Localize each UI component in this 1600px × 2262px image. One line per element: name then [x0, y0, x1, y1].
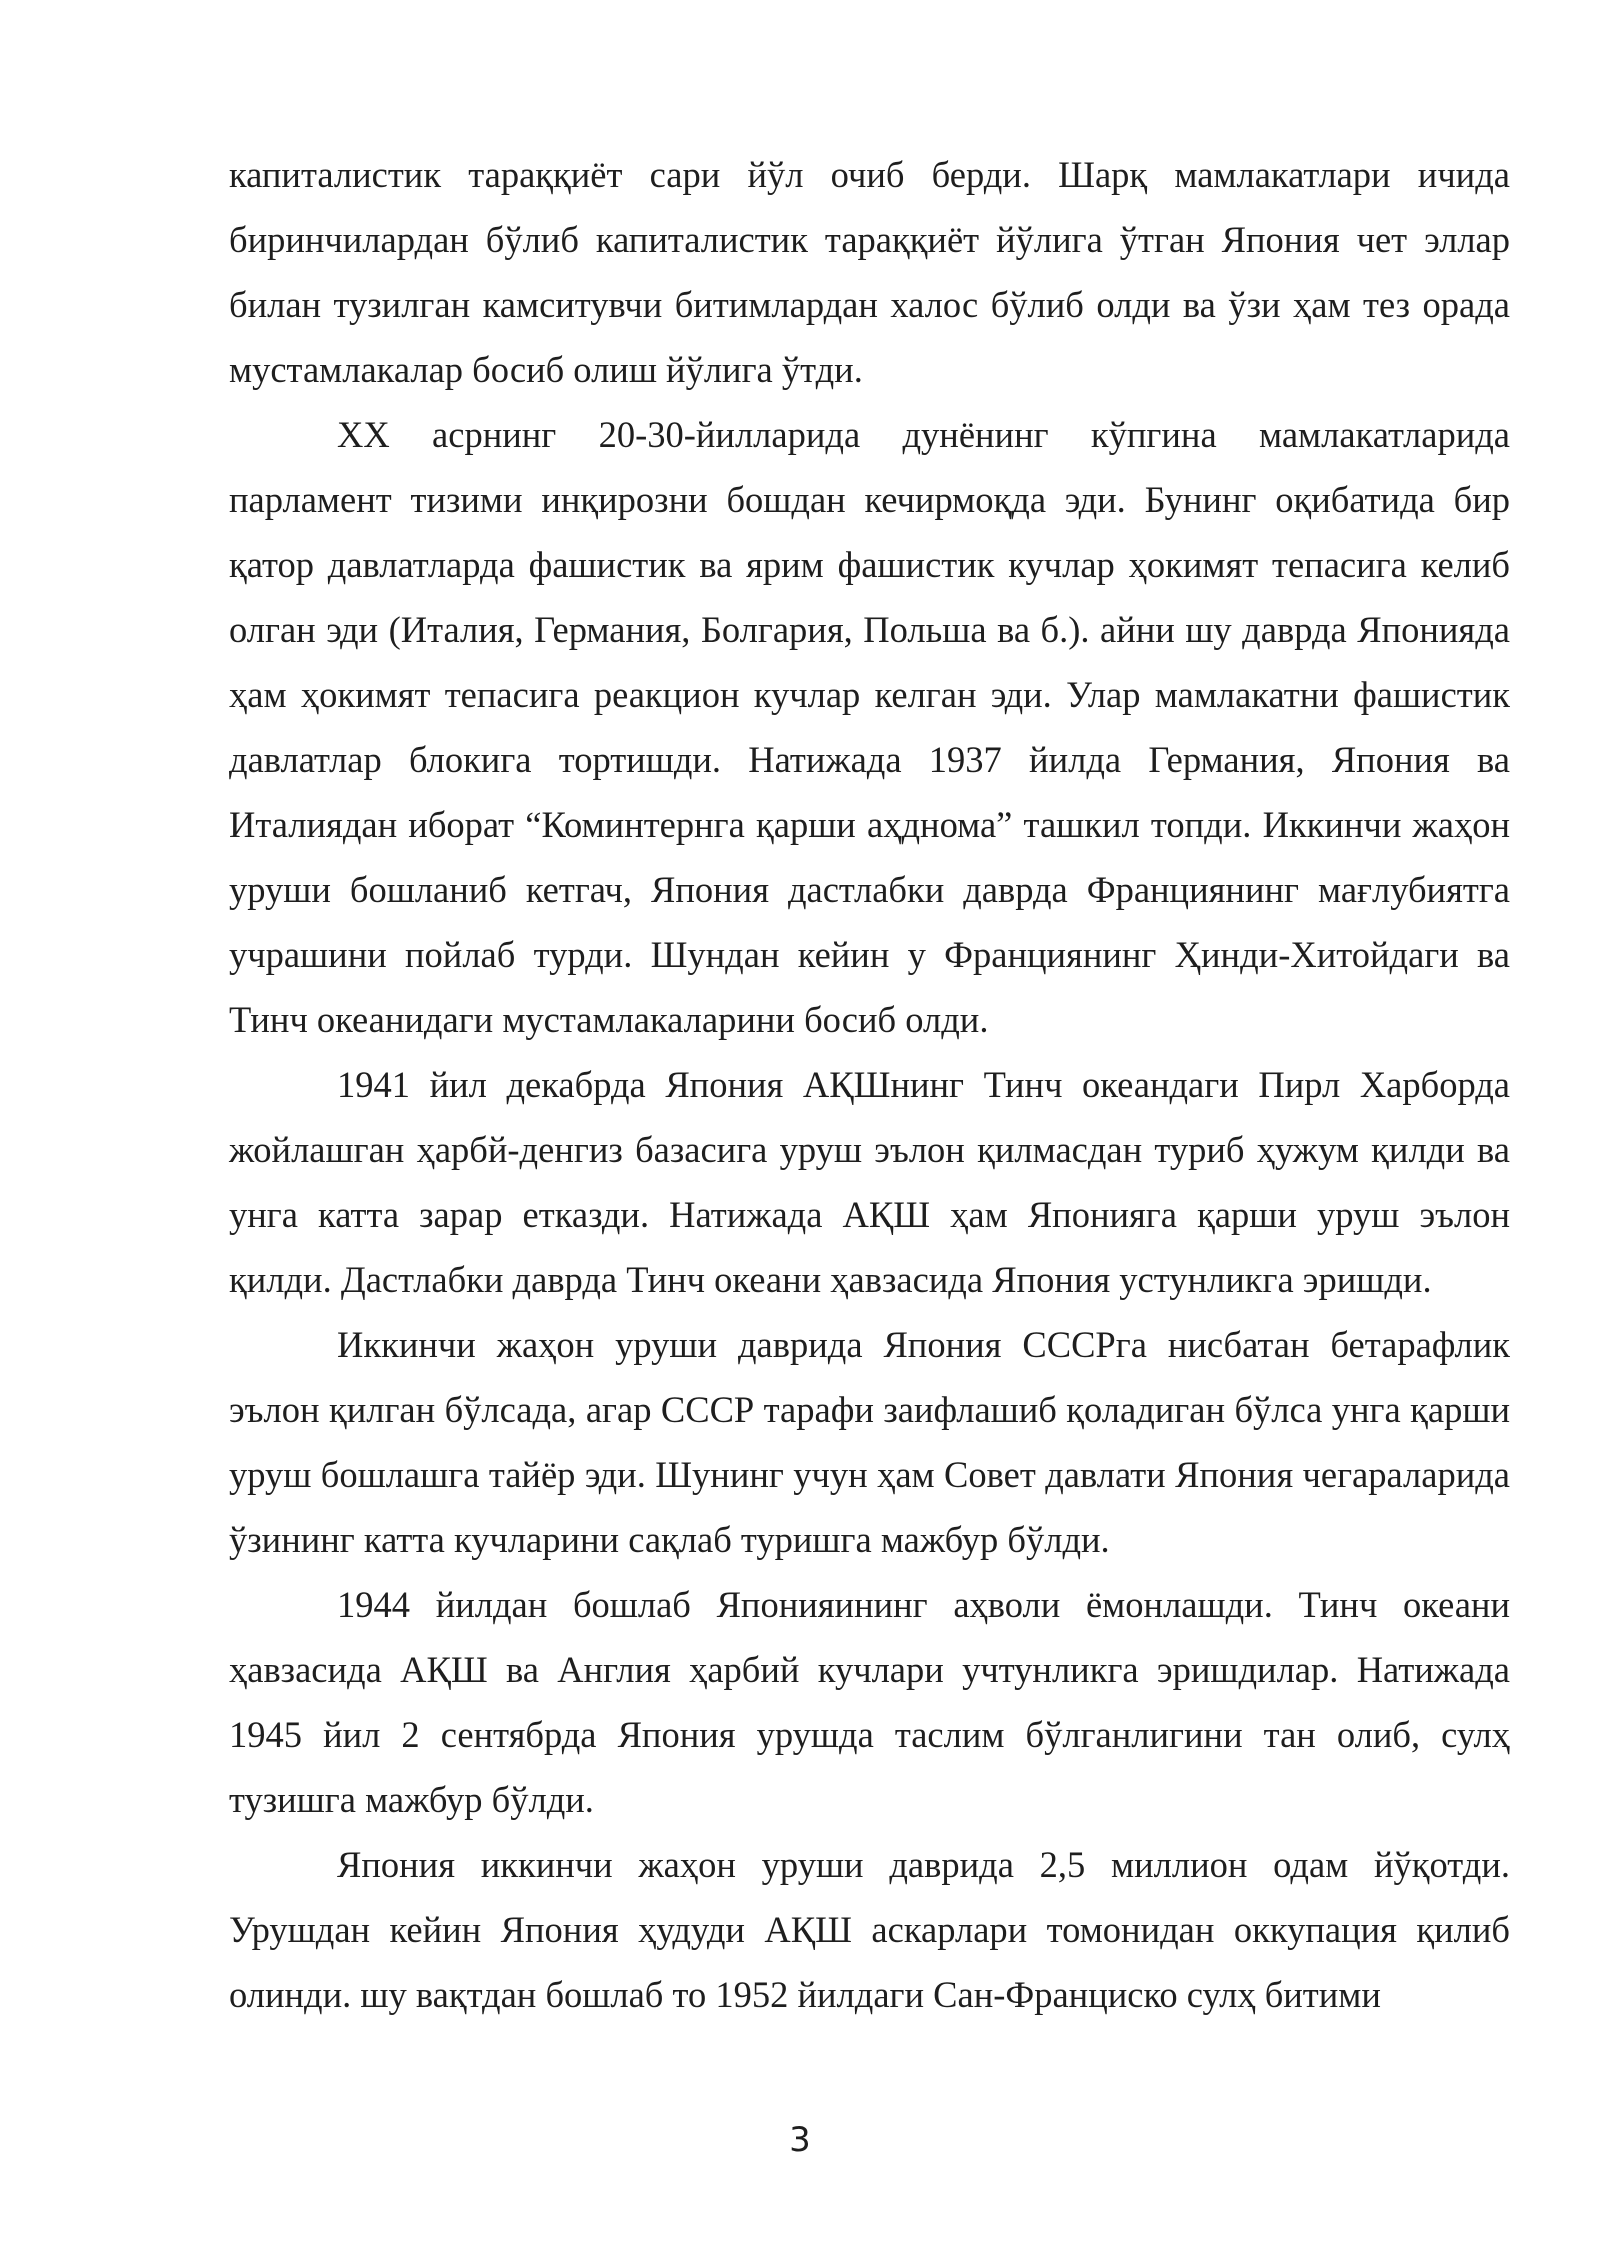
- paragraph-6: Япония иккинчи жаҳон уруши даврида 2,5 миллион одам йўқотди. Урушдан кейин Япония ҳудуди АҚШ аскарлари томонидан оккупация қилиб олинди. шу вақтдан бошлаб то 1952 йилдаги Сан-Франциско сулҳ битими: [229, 1844, 1510, 2015]
- document-body: [229, 142, 1510, 2027]
- paragraph-3: 1941 йил декабрда Япония АҚШнинг Тинч океандаги Пирл Харборда жойлашган ҳарбй-денгиз базасига уруш эълон қилмасдан туриб ҳужум қилди ва унга катта зарар етказди. Натижада АҚШ ҳам Японияга қарши уруш эълон қилди. Дастлабки даврда Тинч океани ҳавзасида Япония устунликга эришди.: [229, 1064, 1510, 1300]
- paragraph-1: капиталистик тараққиёт сари йўл очиб берди. Шарқ мамлакатлари ичида биринчилардан бўлиб капиталистик тараққиёт йўлига ўтган Япония чет эллар билан тузилган камситувчи битимлардан халос бўлиб олди ва ўзи ҳам тез орада мустамлакалар босиб олиш йўлига ўтди.: [229, 154, 1510, 390]
- paragraph-5: 1944 йилдан бошлаб Японияининг аҳволи ёмонлашди. Тинч океани ҳавзасида АҚШ ва Англия ҳарбий кучлари учтунликга эришдилар. Натижада 1945 йил 2 сентябрда Япония урушда таслим бўлганлигини тан олиб, сулҳ тузишга мажбур бўлди.: [229, 1584, 1510, 1820]
- page-number: 3: [789, 2120, 811, 2160]
- paragraph-2: XX асрнинг 20-30-йилларида дунёнинг кўпгина мамлакатларида парламент тизими инқирозни бошдан кечирмоқда эди. Бунинг оқибатида бир қатор давлатларда фашистик ва ярим фашистик кучлар ҳокимят тепасига келиб олган эди (Италия, Германия, Болгария, Польша ва б.). айни шу даврда Японияда ҳам ҳокимят тепасига реакцион кучлар келган эди. Улар мамлакатни фашистик давлатлар блокига тортишди. Натижада 1937 йилда Германия, Япония ва Италиядан иборат “Коминтернга қарши аҳднома” ташкил топди. Иккинчи жаҳон уруши бошланиб кетгач, Япония дастлабки даврда Франциянинг мағлубиятга учрашини пойлаб турди. Шундан кейин у Франциянинг Ҳинди-Хитойдаги ва Тинч океанидаги мустамлакаларини босиб олди.: [229, 414, 1510, 1040]
- paragraph-4: Иккинчи жаҳон уруши даврида Япония СССРга нисбатан бетарафлик эълон қилган бўлсада, агар СССР тарафи заифлашиб қоладиган бўлса унга қарши уруш бошлашга тайёр эди. Шунинг учун ҳам Совет давлати Япония чегараларида ўзининг катта кучларини сақлаб туришга мажбур бўлди.: [229, 1324, 1510, 1560]
